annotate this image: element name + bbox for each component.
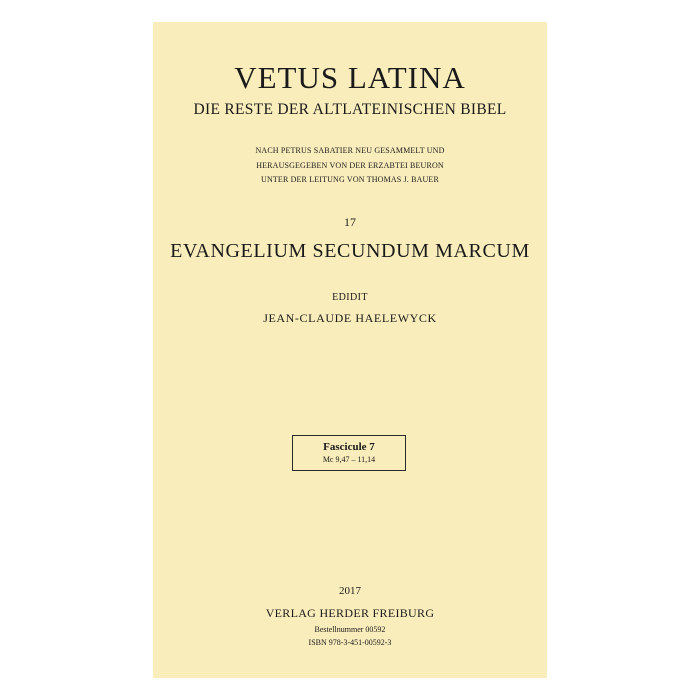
isbn: ISBN 978-3-451-00592-3 bbox=[308, 638, 392, 647]
volume-number: 17 bbox=[344, 215, 356, 229]
fascicle-range: Mc 9,47 – 11,14 bbox=[322, 455, 376, 464]
series-subtitle: DIE RESTE DER ALTLATEINISCHEN BIBEL bbox=[193, 101, 507, 118]
publisher: VERLAG HERDER FREIBURG bbox=[265, 606, 435, 620]
fascicle-box bbox=[292, 435, 406, 471]
order-number: Bestellnummer 00592 bbox=[314, 625, 386, 634]
fascicle-label: Fascicule 7 bbox=[323, 441, 375, 453]
credit-line-2: HERAUSGEGEBEN VON DER ERZABTEI BEURON bbox=[256, 161, 444, 170]
series-title: VETUS LATINA bbox=[234, 60, 466, 95]
publication-year: 2017 bbox=[339, 585, 361, 597]
edidit-label: EDIDIT bbox=[332, 292, 368, 303]
book-title: EVANGELIUM SECUNDUM MARCUM bbox=[170, 240, 530, 262]
book-cover bbox=[153, 22, 547, 678]
credit-line-3: UNTER DER LEITUNG VON THOMAS J. BAUER bbox=[261, 175, 439, 184]
editor-name: JEAN-CLAUDE HAELEWYCK bbox=[263, 311, 437, 325]
credit-line-1: NACH PETRUS SABATIER NEU GESAMMELT UND bbox=[255, 146, 445, 155]
